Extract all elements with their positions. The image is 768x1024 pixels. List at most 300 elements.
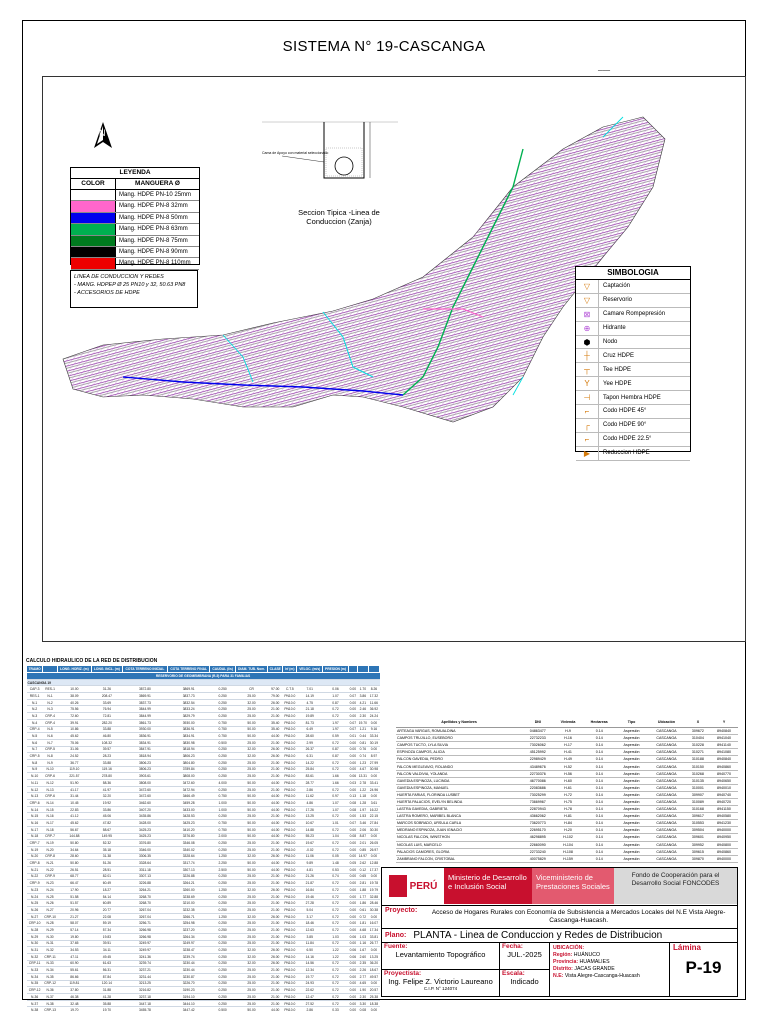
symbology-row: [576, 308, 690, 322]
project-label: Proyecto:: [385, 907, 418, 914]
table-row: [27, 980, 380, 987]
table-cell: 0.00: [349, 754, 357, 759]
table-cell: 0.07: [349, 727, 357, 732]
table-cell: 82.01: [91, 873, 122, 880]
table-cell: Aspersión: [616, 806, 647, 813]
table-cell: 0.14: [583, 848, 616, 855]
table-cell: 56.31: [91, 967, 122, 974]
table-cell: N-26: [43, 900, 58, 907]
legend-swatch: [71, 190, 116, 200]
table-row: [396, 728, 738, 735]
table-cell: PN10.0: [284, 887, 296, 892]
table-cell: 0.250: [210, 947, 235, 954]
table-cell: 19.70: [91, 1007, 122, 1013]
table-cell: 0.750: [210, 820, 235, 827]
symbology-box: [575, 266, 691, 458]
table-cell: N-31: [43, 940, 58, 947]
table-cell: [553, 862, 582, 864]
table-cell: 28.23: [91, 753, 122, 760]
table-cell: 12.34: [297, 967, 323, 974]
table-cell: 20.77: [91, 907, 122, 914]
table-row: [27, 746, 380, 753]
table-cell: CASCANGA: [647, 777, 686, 784]
table-cell: 0.00: [349, 974, 357, 979]
codo-90-icon: ┌: [576, 419, 599, 432]
symbology-label: Codo HDPE 90°: [603, 422, 647, 429]
table-cell: 3267.04: [122, 913, 167, 920]
table-cell: 0.14: [583, 841, 616, 848]
table-cell: 0.08: [349, 807, 357, 812]
table-cell: CRP-8: [27, 860, 43, 867]
table-cell: 0.14: [583, 806, 616, 813]
table-cell: 0.72: [323, 913, 349, 920]
table-cell: N-6: [43, 733, 58, 740]
table-cell: 3238.69: [167, 893, 210, 900]
table-cell: 144.88: [57, 833, 91, 840]
table-cell: 21.00: [268, 873, 283, 880]
table-cell: LASTRA ROMERO, MARIBEL BLANCA: [396, 813, 522, 820]
table-cell: N-5: [43, 726, 58, 733]
table-cell: 3267.04: [122, 907, 167, 914]
table-cell: 0.72: [323, 887, 349, 894]
table-cell: N-7: [27, 746, 43, 753]
peru-logo: PERÚ: [382, 868, 444, 904]
table-cell: N-25: [27, 900, 43, 907]
table-cell: 44.00: [268, 806, 283, 813]
table-cell: 8941230: [710, 820, 738, 827]
table-cell: 11.66: [369, 700, 378, 705]
table-cell: 0.00: [349, 740, 357, 745]
table-cell: 3346.08: [167, 840, 210, 847]
legend-row: [71, 236, 199, 247]
table-cell: 50.00: [235, 719, 267, 726]
table-cell: 83.61: [297, 773, 323, 780]
table-cell: N-1: [27, 699, 43, 706]
table-cell: 60.90: [57, 960, 91, 967]
table-cell: 45.06: [91, 813, 122, 820]
legend-row: [71, 247, 199, 258]
table-cell: 8940000: [710, 827, 738, 834]
table-cell: GAVEDIA ESPINOZA, LUCINDA: [396, 777, 522, 784]
ubicacion-label: UBICACIÓN:: [553, 945, 585, 951]
table-cell: 0.06: [349, 948, 357, 953]
table-cell: ZAMBRANO FALCON, CRISTOBAL: [396, 855, 522, 862]
table-cell: 3340.02: [167, 846, 210, 853]
table-cell: 21.00: [268, 987, 283, 994]
table-cell: 3237.18: [122, 994, 167, 1001]
table-cell: PN10.0: [284, 941, 296, 946]
table-row: [27, 900, 380, 907]
table-cell: N-12: [43, 780, 58, 787]
table-row: [27, 686, 380, 693]
table-cell: 221.57: [57, 773, 91, 780]
table-cell: 44.00: [268, 800, 283, 807]
table-cell: 50.00: [235, 860, 267, 867]
table-cell: 21.00: [268, 994, 283, 1001]
table-cell: 17.26: [297, 806, 323, 813]
table-cell: 0.250: [210, 900, 235, 907]
table-cell: 3226.70: [167, 980, 210, 987]
table-cell: Aspersión: [616, 756, 647, 763]
table-row: [27, 693, 380, 700]
hidrante-icon: ⊕: [576, 322, 599, 335]
table-cell: 32.00: [235, 887, 267, 894]
table-cell: 0.00: [349, 941, 357, 946]
table-cell: 0.00: [368, 833, 379, 840]
table-cell: 50.00: [235, 820, 267, 827]
table-cell: 0.00: [349, 894, 357, 899]
table-row: [27, 960, 380, 967]
table-cell: 0.05: [323, 853, 349, 860]
table-cell: 25.00: [235, 1000, 267, 1007]
table-cell: 25.00: [235, 980, 267, 987]
table-cell: CRP-6: [43, 793, 58, 800]
table-cell: 0.14: [583, 820, 616, 827]
trench-section-drawing: [262, 118, 398, 208]
table-cell: 25.00: [235, 880, 267, 887]
table-cell: 0.250: [210, 940, 235, 947]
table-cell: N-10: [43, 766, 58, 773]
table-cell: 61.63: [91, 960, 122, 967]
table-cell: 8940720: [710, 798, 738, 805]
peru-shield-icon: [389, 875, 407, 897]
table-cell: 24.24: [369, 713, 379, 718]
table-row: [396, 798, 738, 805]
table-cell: 0.12: [357, 866, 368, 873]
table-cell: 3869.91: [122, 693, 167, 700]
table-cell: 3834.91: [167, 733, 210, 740]
table-cell: 3435.86: [122, 813, 167, 820]
table-cell: 41.12: [57, 813, 91, 820]
table-cell: H-49: [553, 756, 582, 763]
table-cell: 50.00: [235, 806, 267, 813]
table-cell: 26.77: [369, 941, 379, 946]
table-cell: 0.250: [210, 920, 235, 927]
table-cell: 0.01: [349, 734, 357, 739]
table-cell: 0.00: [368, 719, 379, 726]
table-cell: 3230.44: [167, 967, 210, 974]
table-cell: 310553: [686, 820, 710, 827]
table-cell: 4.86: [297, 800, 323, 807]
table-cell: 44.00: [268, 820, 283, 827]
table-cell: 1.53: [357, 813, 368, 820]
table-cell: 21.18: [297, 706, 323, 713]
table-cell: H-41: [553, 749, 582, 756]
table-cell: 73669967: [522, 798, 553, 805]
table-cell: N-35: [27, 980, 43, 987]
table-cell: 119.10: [57, 766, 91, 773]
table-cell: CRP-13: [44, 1008, 56, 1013]
table-cell: MARCOS SOBRADO, URSULA CARLA: [396, 820, 522, 827]
table-cell: 22.62: [297, 987, 323, 994]
table-cell: 3428.53: [167, 813, 210, 820]
table-cell: 149.95: [91, 833, 122, 840]
table-cell: 0.59: [323, 733, 349, 740]
table-cell: 22.15: [369, 814, 379, 819]
table-cell: 3264.21: [167, 880, 210, 887]
table-cell: [647, 862, 686, 864]
table-cell: CRP-10: [44, 914, 56, 919]
table-cell: PN10.0: [284, 948, 296, 953]
table-cell: 19.78: [369, 881, 379, 886]
table-cell: 0.250: [210, 706, 235, 713]
table-row: [396, 848, 738, 855]
table-cell: 0.250: [210, 693, 235, 700]
table-cell: 1.81: [357, 920, 368, 927]
table-cell: 1.04: [323, 833, 349, 840]
table-cell: PN10.0: [284, 754, 296, 759]
table-cell: PN10.0: [284, 780, 296, 785]
table-cell: 0.61: [357, 907, 368, 914]
table-cell: 50.00: [235, 726, 267, 733]
table-cell: 0.00: [349, 814, 357, 819]
legend-row: [71, 190, 199, 201]
table-cell: 8940770: [710, 770, 738, 777]
table-cell: 68.77: [57, 873, 91, 880]
table-cell: 4.81: [297, 866, 323, 873]
table-cell: 0.72: [323, 994, 349, 1001]
table-cell: N-36: [27, 994, 43, 1001]
table-cell: 0.00: [349, 1001, 357, 1006]
table-cell: N-32: [43, 947, 58, 954]
table-cell: PN10.0: [284, 901, 296, 906]
table-cell: 0.06: [349, 934, 357, 939]
table-cell: 25.00: [235, 927, 267, 934]
table-cell: 6.50: [297, 947, 323, 954]
table-cell: 0.72: [323, 706, 349, 713]
table-cell: Aspersión: [616, 728, 647, 735]
table-cell: 45.62: [57, 733, 91, 740]
table-cell: 0.00: [349, 841, 357, 846]
table-cell: 0.00: [349, 968, 357, 973]
table-cell: 38.09: [57, 693, 91, 700]
table-cell: 81.73: [297, 719, 323, 726]
nodo-icon: ⬢: [576, 336, 599, 349]
table-row: [396, 756, 738, 763]
table-row: [27, 967, 380, 974]
table-cell: H-17: [553, 742, 582, 749]
table-cell: 35.18: [91, 846, 122, 853]
table-cell: 31.44: [57, 793, 91, 800]
table-cell: 0.72: [323, 967, 349, 974]
table-cell: 119.16: [91, 766, 122, 773]
table-cell: 58.07: [57, 920, 91, 927]
table-cell: 0.250: [210, 967, 235, 974]
legend-box: [70, 167, 200, 265]
table-cell: 3249.97: [167, 940, 210, 947]
table-cell: 3930.00: [167, 719, 210, 726]
table-cell: Aspersión: [616, 791, 647, 798]
table-cell: 3789.84: [167, 766, 210, 773]
distrito-value: JACAS GRANDE: [574, 966, 615, 972]
table-cell: 3239.74: [122, 960, 167, 967]
table-cell: 60.89: [91, 900, 122, 907]
table-cell: 0.00: [368, 980, 379, 987]
table-cell: 35.40: [268, 726, 283, 733]
table-cell: 5.04: [297, 907, 323, 914]
table-cell: 25.00: [235, 940, 267, 947]
table-cell: 3266.98: [122, 927, 167, 934]
beneficiary-header: Ubicación: [647, 716, 686, 728]
table-row: [396, 827, 738, 834]
legend-swatch: [71, 258, 116, 268]
fuente-label: Fuente:: [384, 943, 408, 950]
table-cell: 3266.98: [122, 933, 167, 940]
table-cell: 58.36: [91, 780, 122, 787]
table-cell: 28.51: [91, 866, 122, 873]
table-cell: 26.00: [268, 853, 283, 860]
table-row: [396, 777, 738, 784]
table-cell: 10.00: [57, 686, 91, 693]
table-cell: 14.56: [297, 960, 323, 967]
table-cell: N-27: [43, 907, 58, 914]
table-cell: Aspersión: [616, 827, 647, 834]
table-cell: H-102: [553, 834, 582, 841]
table-cell: 3844.99: [122, 706, 167, 713]
cip-value: C.I.P. N° 124074: [423, 986, 458, 991]
table-cell: 34.11: [91, 947, 122, 954]
table-cell: 1.97: [357, 806, 368, 813]
table-cell: 13.25: [369, 954, 379, 959]
table-cell: 3806.23: [122, 766, 167, 773]
table-cell: 2.26: [357, 967, 368, 974]
table-cell: 26.00: [268, 947, 283, 954]
table-cell: N-30: [27, 940, 43, 947]
plano-label: Plano:: [385, 932, 407, 939]
table-cell: N-7: [43, 739, 58, 746]
table-cell: 37.65: [57, 940, 91, 947]
tapon-hembra-icon: ⊣: [576, 391, 599, 404]
table-cell: 310271: [686, 749, 710, 756]
table-cell: 3190.23: [167, 987, 210, 994]
table-cell: PN10.0: [284, 834, 296, 839]
table-cell: 2.500: [210, 866, 235, 873]
table-row: [27, 726, 380, 733]
title-block: PERÚ Ministerio de Desarrollo e Inclusión Social Viceministerio de Prestaciones Sociales Fondo de Cooperación para el Desarrollo Social FONCODES Proyecto: Acceso de Hogares Rurales con Economía de Subsistencia a Mercados Locales del N.E Vista Alegre-Cascanga-Huacash. Plano: PLANTA - Linea de Conduccion y Redes de Distribucion Fuente: Levantamiento Topográfico Proyectista: Ing. Felipe Z. Victorio Laureano C.I.P. N° 124074 Fecha: JUL.-2025 Escala: Indicado UBICACIÓN: Región: HUÁNUCO Provincia: HUAMALIES Distrito: JACAS GRANDE N.E: Vista Alegre-Cascanga-Huacash Lámina P-19: [381, 867, 738, 997]
table-cell: H-52: [553, 763, 582, 770]
table-cell: 278.80: [91, 773, 122, 780]
codo-45-icon: ⌐: [576, 405, 599, 418]
table-cell: 19.67: [297, 840, 323, 847]
table-cell: 310168: [686, 806, 710, 813]
table-cell: 0.00: [349, 707, 357, 712]
table-cell: Aspersión: [616, 763, 647, 770]
table-cell: 44.00: [268, 866, 283, 873]
table-cell: 3818.94: [122, 753, 167, 760]
table-cell: 75.06: [57, 739, 91, 746]
table-cell: 39.51: [91, 940, 122, 947]
table-cell: 32.00: [235, 960, 267, 967]
table-row: [396, 784, 738, 791]
table-cell: PN10.0: [284, 827, 296, 832]
hydraulic-header: [368, 666, 379, 673]
table-cell: 1.03: [323, 933, 349, 940]
table-cell: 72.60: [57, 713, 91, 720]
table-cell: 25.00: [235, 900, 267, 907]
symbology-label: Codo HDPE 22.5°: [603, 436, 652, 443]
table-row: [396, 834, 738, 841]
table-cell: 0.250: [210, 873, 235, 880]
table-cell: 21.00: [268, 940, 283, 947]
table-cell: PN10.0: [284, 707, 296, 712]
table-cell: [522, 862, 553, 864]
table-cell: ESPINOZA CAMPOS, ALICIA: [396, 749, 522, 756]
table-cell: 3903.61: [122, 773, 167, 780]
table-cell: 21.00: [268, 1000, 283, 1007]
table-row: [27, 713, 380, 720]
table-cell: 8940860: [710, 848, 738, 855]
table-cell: CRP-9: [43, 873, 58, 880]
table-cell: 44.00: [268, 826, 283, 833]
conduction-note-title: LINEA DE CONDUCCION Y REDES: [74, 274, 164, 280]
symbology-row: [576, 433, 690, 447]
table-cell: Aspersión: [616, 742, 647, 749]
table-cell: 8941150: [710, 806, 738, 813]
table-cell: 0.250: [210, 713, 235, 720]
table-cell: 0.500: [210, 1007, 235, 1013]
table-cell: 0.33: [323, 1007, 349, 1013]
table-cell: 21.00: [268, 773, 283, 780]
legend-label: Mang. HDPE PN-8 32mm: [119, 203, 188, 210]
symbology-row: [576, 336, 690, 350]
table-cell: N-14: [27, 806, 43, 813]
table-cell: 0.250: [210, 746, 235, 753]
table-cell: CAP-3: [27, 686, 43, 693]
table-cell: 0.750: [210, 726, 235, 733]
legend-swatch: [71, 236, 116, 246]
table-cell: 22733240: [522, 848, 553, 855]
table-cell: 3410.20: [167, 826, 210, 833]
table-cell: 309615: [686, 848, 710, 855]
table-cell: N-28: [43, 920, 58, 927]
table-cell: 2.06: [357, 826, 368, 833]
table-row: [396, 749, 738, 756]
table-cell: N-23: [43, 880, 58, 887]
beneficiary-header: DNI: [522, 716, 553, 728]
table-cell: 21.00: [268, 980, 283, 987]
tee-hdpe-icon: ┬: [576, 363, 599, 376]
table-cell: 1.000: [210, 806, 235, 813]
table-cell: 3231.44: [122, 973, 167, 980]
table-cell: N-18: [43, 826, 58, 833]
table-cell: 3833.24: [167, 706, 210, 713]
table-cell: 16.07: [369, 921, 379, 926]
table-cell: 26.00: [268, 753, 283, 760]
table-cell: 3433.00: [167, 806, 210, 813]
table-cell: 46.38: [57, 994, 91, 1001]
table-cell: 50.80: [57, 860, 91, 867]
table-cell: 3806.23: [122, 759, 167, 766]
table-cell: 32.48: [57, 1000, 91, 1007]
table-cell: 0.00: [349, 994, 357, 999]
table-cell: 35.40: [268, 719, 283, 726]
table-cell: Aspersión: [616, 798, 647, 805]
table-cell: 3268.70: [122, 893, 167, 900]
table-cell: 3472.60: [167, 780, 210, 787]
fuente-value: Levantamiento Topográfico: [395, 950, 486, 959]
symbology-label: Yee HDPE: [603, 380, 632, 387]
table-cell: 12.63: [297, 927, 323, 934]
table-cell: MEDRANO ESPINOZA, JUAN IGNACIO: [396, 827, 522, 834]
table-cell: N-27: [27, 913, 43, 920]
table-cell: 17.90: [57, 887, 91, 894]
table-cell: 24.52: [57, 753, 91, 760]
table-cell: 14.88: [297, 826, 323, 833]
table-cell: 0.14: [583, 784, 616, 791]
table-cell: N-19: [43, 840, 58, 847]
table-cell: 39.91: [57, 719, 91, 726]
table-cell: 18.38: [369, 1001, 379, 1006]
